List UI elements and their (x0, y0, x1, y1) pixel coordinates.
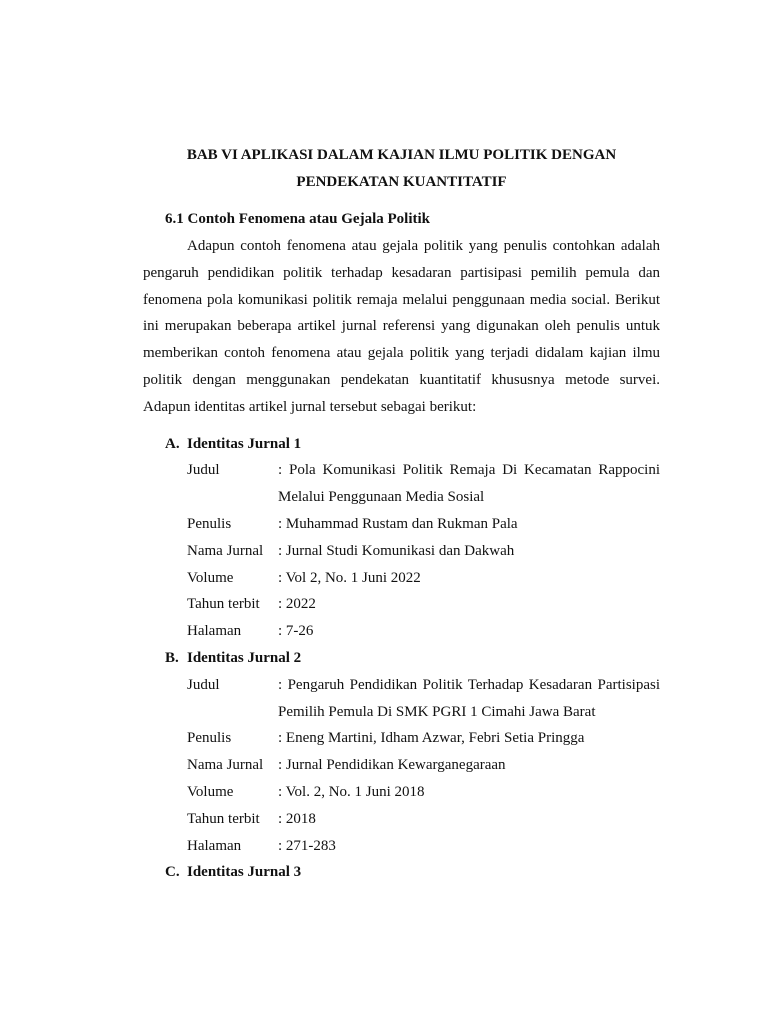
field-nama-jurnal (187, 538, 660, 565)
field-value: : Pola Komunikasi Politik Remaja Di Kecamatan Rappocini Melalui Penggunaan Media Sosial (278, 462, 660, 506)
field-label: Tahun terbit (187, 810, 260, 827)
field-label: Judul (187, 676, 220, 693)
field-judul (187, 457, 660, 511)
field-value: : Jurnal Pendidikan Kewarganegaraan (278, 757, 506, 774)
field-label: Nama Jurnal (187, 757, 264, 774)
journal-heading (165, 645, 660, 672)
field-penulis (187, 725, 660, 752)
journal-title: Identitas Jurnal 3 (187, 864, 302, 881)
field-value: : Eneng Martini, Idham Azwar, Febri Setia Pringga (278, 730, 585, 747)
field-label: Volume (187, 569, 234, 586)
chapter-title-line-2: PENDEKATAN KUANTITATIF (296, 174, 507, 190)
field-value: : Vol. 2, No. 1 Juni 2018 (278, 783, 425, 800)
field-value: : 7-26 (278, 623, 314, 640)
field-label: Halaman (187, 837, 242, 854)
field-volume (187, 565, 660, 592)
field-tahun-terbit (187, 806, 660, 833)
field-value: : 271-283 (278, 837, 336, 854)
journal-list (143, 431, 660, 887)
journal-letter: A. (165, 435, 180, 452)
journal-3 (143, 859, 660, 886)
field-value: : Pengaruh Pendidikan Politik Terhadap Kesadaran Partisipasi Pemilih Pemula Di SMK PGRI 1 Cimahi Jawa Barat (278, 676, 660, 720)
field-halaman (187, 618, 660, 645)
field-label: Volume (187, 783, 234, 800)
chapter-title-line-1: BAB VI APLIKASI DALAM KAJIAN ILMU POLITIK DENGAN (186, 147, 617, 163)
field-label: Judul (187, 462, 220, 479)
field-penulis (187, 511, 660, 538)
journal-letter: C. (165, 864, 180, 881)
field-label: Penulis (187, 515, 232, 532)
field-volume (187, 779, 660, 806)
field-judul (187, 672, 660, 726)
chapter-title (143, 142, 660, 196)
journal-title: Identitas Jurnal 2 (187, 649, 302, 666)
field-label: Nama Jurnal (187, 542, 264, 559)
field-halaman (187, 833, 660, 860)
field-value: : Vol 2, No. 1 Juni 2022 (278, 569, 421, 586)
field-value: : Jurnal Studi Komunikasi dan Dakwah (278, 542, 515, 559)
field-label: Penulis (187, 730, 232, 747)
journal-letter: B. (165, 649, 179, 666)
journal-heading (165, 859, 660, 886)
field-tahun-terbit (187, 591, 660, 618)
field-value: : 2022 (278, 596, 316, 613)
field-value: : 2018 (278, 810, 316, 827)
field-value: : Muhammad Rustam dan Rukman Pala (278, 515, 518, 532)
intro-paragraph: Adapun contoh fenomena atau gejala politik yang penulis contohkan adalah pengaruh pendidikan politik terhadap kesadaran partisipasi pemilih pemula dan fenomena pola komunikasi politik remaja melalui penggunaan media social. Berikut ini merupakan beberapa artikel jurnal referensi yang digunakan oleh penulis untuk memberikan contoh fenomena atau gejala politik yang terjadi didalam kajian ilmu politik dengan menggunakan pendekatan kuantitatif khususnya metode survei. Adapun identitas artikel jurnal tersebut sebagai berikut: (143, 238, 660, 415)
journal-heading (165, 431, 660, 458)
journal-title: Identitas Jurnal 1 (187, 435, 302, 452)
section-heading: 6.1 Contoh Fenomena atau Gejala Politik (165, 211, 430, 227)
field-nama-jurnal (187, 752, 660, 779)
document-page (143, 142, 660, 886)
field-label: Tahun terbit (187, 596, 260, 613)
journal-1 (143, 431, 660, 645)
journal-2 (143, 645, 660, 859)
field-label: Halaman (187, 623, 242, 640)
